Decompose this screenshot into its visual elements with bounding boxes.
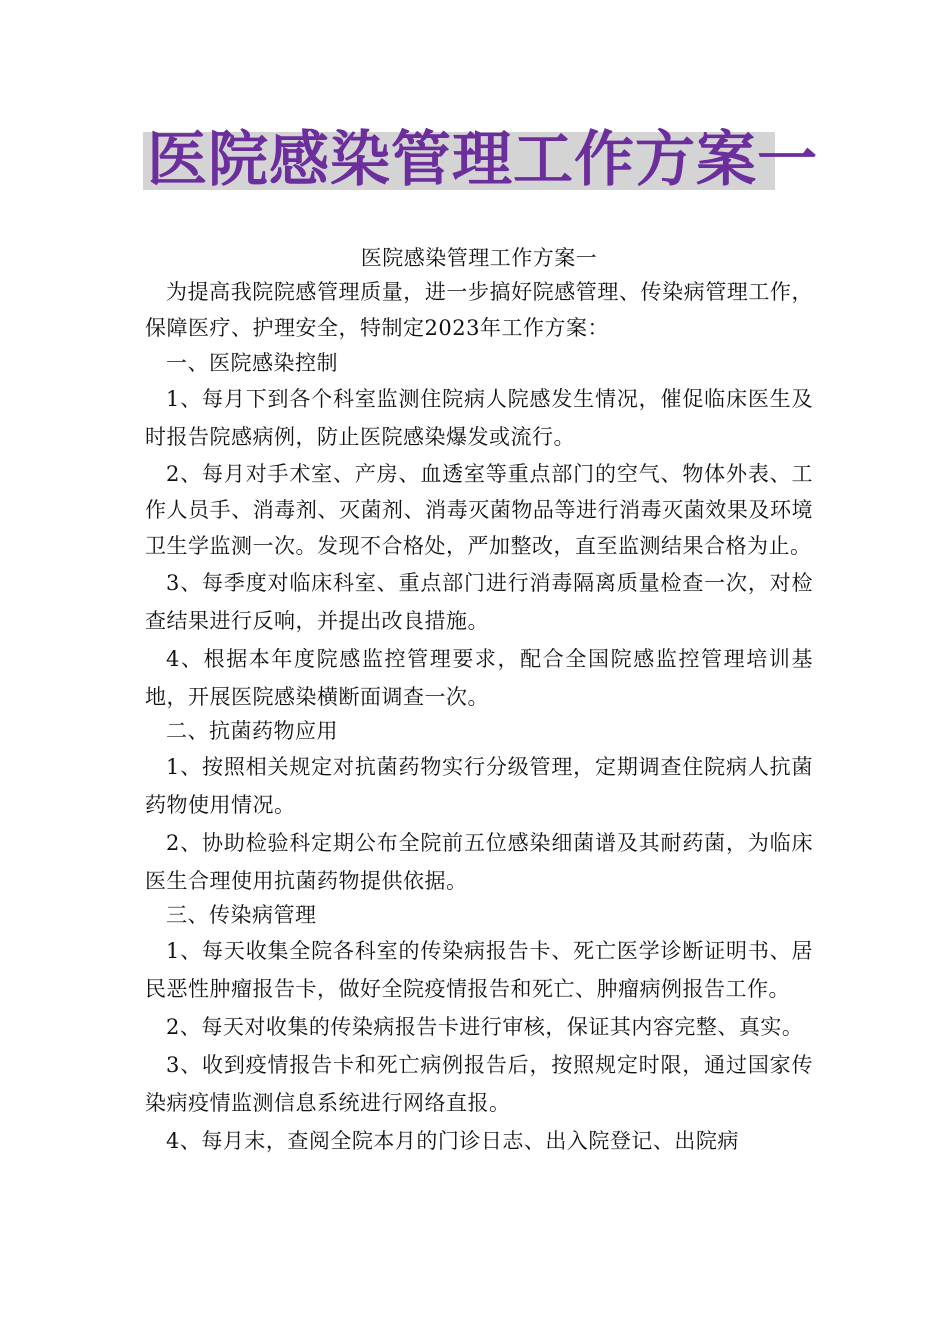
list-item: 1、按照相关规定对抗菌药物实行分级管理，定期调查住院病人抗菌药物使用情况。 (145, 755, 813, 817)
list-item: 1、每天收集全院各科室的传染病报告卡、死亡医学诊断证明书、居民恶性肿瘤报告卡，做好全院疫情报告和死亡、肿瘤病例报告工作。 (145, 939, 813, 1001)
list-item: 3、收到疫情报告卡和死亡病例报告后，按照规定时限，通过国家传染病疫情监测信息系统进行网络直报。 (145, 1053, 813, 1115)
intro-paragraph: 为提高我院院感管理质量，进一步搞好院感管理、传染病管理工作，保障医疗、护理安全，特制定2023年工作方案： (145, 280, 813, 340)
section-heading: 三、传染病管理 (166, 903, 317, 927)
list-item: 2、协助检验科定期公布全院前五位感染细菌谱及其耐药菌，为临床医生合理使用抗菌药物提供依据。 (145, 831, 813, 893)
section-heading: 二、抗菌药物应用 (166, 719, 338, 743)
document-body (145, 242, 813, 1160)
list-item: 3、每季度对临床科室、重点部门进行消毒隔离质量检查一次，对检查结果进行反响，并提出改良措施。 (145, 571, 813, 633)
list-item: 1、每月下到各个科室监测住院病人院感发生情况，催促临床医生及时报告院感病例，防止医院感染爆发或流行。 (145, 387, 813, 449)
list-item: 2、每月对手术室、产房、血透室等重点部门的空气、物体外表、工作人员手、消毒剂、灭菌剂、消毒灭菌物品等进行消毒灭菌效果及环境卫生学监测一次。发现不合格处，严加整改，直至监测结果合格为止。 (145, 462, 813, 558)
document-title: 医院感染管理工作方案一 (147, 125, 818, 195)
document-subtitle: 医院感染管理工作方案一 (360, 246, 598, 270)
list-item: 4、每月末，查阅全院本月的门诊日志、出入院登记、出院病 (166, 1129, 739, 1153)
list-item: 4、根据本年度院感监控管理要求，配合全国院感监控管理培训基地，开展医院感染横断面调查一次。 (145, 647, 813, 709)
list-item: 2、每天对收集的传染病报告卡进行审核，保证其内容完整、真实。 (166, 1015, 804, 1039)
section-heading: 一、医院感染控制 (166, 351, 338, 375)
